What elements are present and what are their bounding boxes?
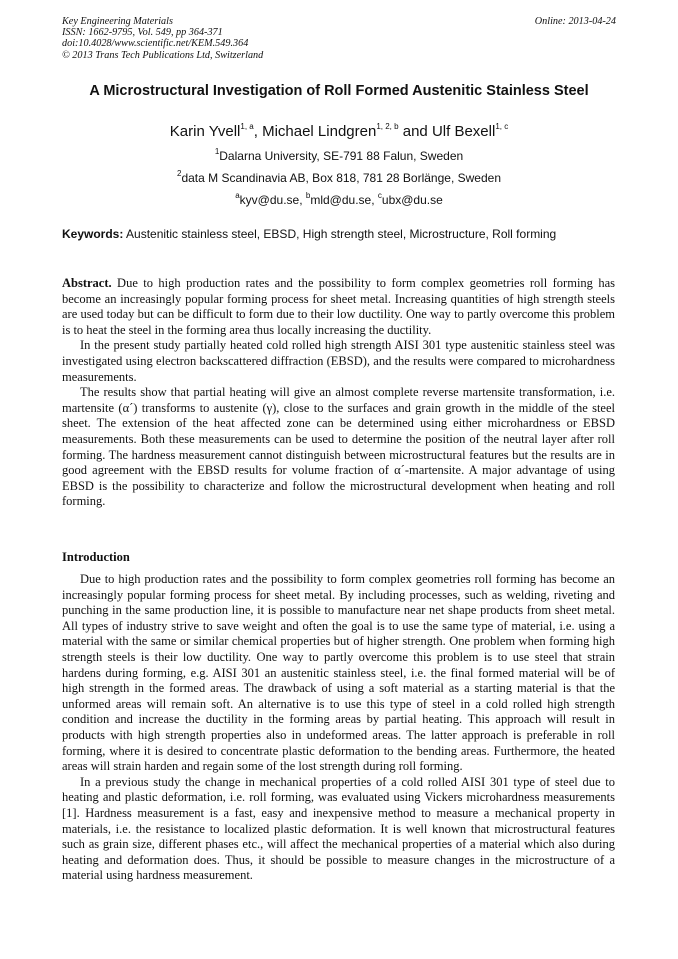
introduction-body: [62, 572, 615, 884]
keywords-text: Austenitic stainless steel, EBSD, High strength steel, Microstructure, Roll forming: [123, 227, 557, 241]
author-superscript: 1, c: [495, 122, 509, 131]
author-name: Michael Lindgren: [262, 123, 377, 140]
section-heading-introduction: Introduction: [62, 550, 130, 564]
affiliation-1: [62, 149, 616, 164]
author-name: Karin Yvell: [169, 123, 241, 140]
affiliation-2: [62, 171, 616, 186]
email-marker: c: [377, 191, 382, 200]
doi: doi:10.4028/www.scientific.net/KEM.549.364: [62, 38, 249, 50]
author-separator: ,: [253, 123, 263, 140]
email-marker: b: [305, 191, 311, 200]
email-marker: a: [235, 191, 240, 200]
abstract-text: Due to high production rates and the possibility to form complex geometries roll forming has become an increasingly popular forming process for sheet metal. Increasing quantities of high strength steels are used today but can be difficult to form due to their low ductility. One way to partly overcome this problem is to heat the steel in the forming area thus locally increasing the ductility.: [62, 276, 615, 337]
abstract-label: Abstract.: [62, 276, 112, 290]
abstract: [62, 276, 615, 510]
author-name: Ulf Bexell: [431, 123, 496, 140]
keywords: [62, 227, 616, 242]
email: ubx@du.se: [381, 193, 443, 207]
body-paragraph: In a previous study the change in mechanical properties of a cold rolled AISI 301 type of steel due to heating and plastic deformation, i.e. roll forming, was evaluated using Vickers microhardness measurements [1]. Hardness measurement is a fast, easy and inexpensive method to measure a mechanical property in materials, i.e. the resistance to localized plastic deformation. It is well known that microstructural features such as grain size, different phases etc., will affect the mechanical properties of a material which also during heating and deformation does. Thus, it should be possible to measure changes in the microstructure of a material using hardness measurement.: [62, 774, 615, 883]
journal-metadata: [62, 16, 263, 61]
keywords-label: Keywords:: [62, 227, 124, 241]
affiliation-marker: 2: [176, 169, 182, 178]
affiliation-marker: 1: [214, 147, 220, 156]
abstract-paragraph: [62, 276, 615, 338]
affiliation-text: data M Scandinavia AB, Box 818, 781 28 Borlänge, Sweden: [181, 171, 501, 185]
paper-title: A Microstructural Investigation of Roll Formed Austenitic Stainless Steel: [89, 83, 589, 99]
email: mld@du.se,: [310, 193, 378, 207]
email: kyv@du.se,: [239, 193, 306, 207]
online-date: Online: 2013-04-24: [534, 16, 616, 27]
copyright: © 2013 Trans Tech Publications Ltd, Switzerland: [62, 49, 264, 61]
author-superscript: 1, 2, b: [376, 122, 399, 131]
affiliation-text: Dalarna University, SE-791 88 Falun, Sweden: [219, 149, 464, 163]
body-paragraph: Due to high production rates and the possibility to form complex geometries roll forming has become an increasingly popular forming process for sheet metal. By including processes, such as welding, riveting and punching in the same production line, it is possible to manufacture near net shape products from sheet metal. All types of industry strive to save weight and often the goal is to use the same type of material, i.e. using a material with the same or similar chemical properties but of higher strength. One problem when forming high strength steels is their low ductility. One way to partly overcome this problem is to use steel that strain hardens during forming, e.g. AISI 301 an austenitic stainless steel, i.e. the final formed material will be of high strength in the formed areas. The drawback of using a soft material as a starting material is that the unformed areas will remain soft. An alternative is to use this type of steel in a cold rolled high strength condition and increase the ductility in the forming areas by partial heating. This approach will result in products with high strength properties also in undeformed areas. The latter approach is preferable in roll forming, where it is desired to concentrate plastic deformation to the bending areas. Furthermore, the heated areas will strain harden and regain some of the lost strength during roll forming.: [62, 572, 615, 774]
author-superscript: 1, a: [240, 122, 254, 131]
abstract-paragraph: In the present study partially heated cold rolled high strength AISI 301 type austenitic stainless steel was investigated using electron backscattered diffraction (EBSD), and the results were compared to microhardness measurements.: [62, 338, 615, 384]
author-separator: and: [398, 123, 432, 140]
abstract-paragraph: The results show that partial heating will give an almost complete reverse martensite transformation, i.e. martensite (α´) transforms to austenite (γ), close to the surfaces and grain growth in the middle of the steel sheet. The extension of the heat affected zone can be determined using either microhardness or EBSD measurements. Both these measurements can be used to determine the position of the neutral layer after roll forming. The hardness measurement cannot distinguish between microstructural features but the results are in good agreement with the EBSD results for volume fraction of α´-martensite. A major advantage of using EBSD is the possibility to characterize and follow the microstructural development when heating and roll forming.: [62, 385, 615, 509]
author-emails: [62, 193, 616, 208]
journal-name: Key Engineering Materials: [62, 16, 173, 27]
author-list: [62, 123, 616, 141]
issn: ISSN: 1662-9795, Vol. 549, pp 364-371: [62, 27, 223, 39]
